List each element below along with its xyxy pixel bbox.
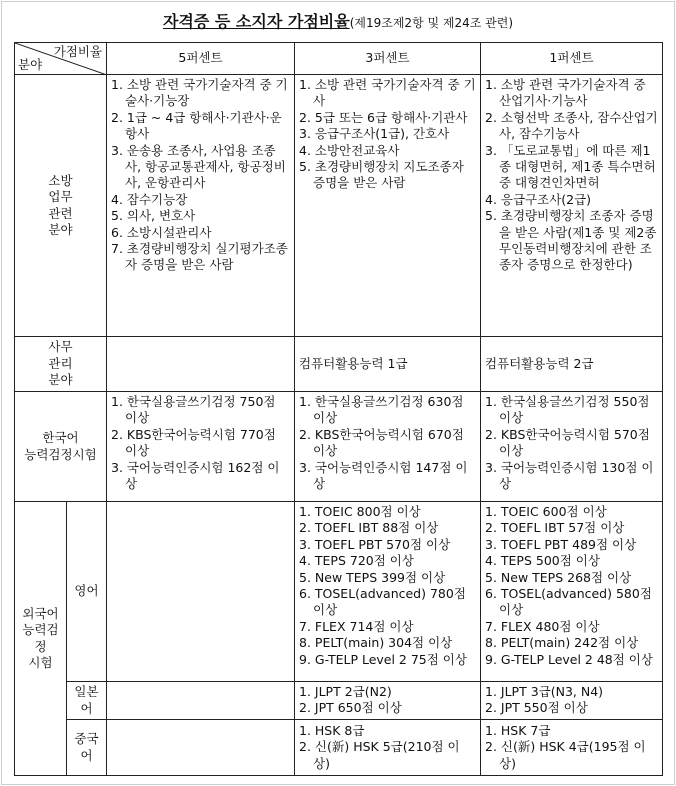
- list-item: 3. 국어능력인증시험 147점 이상: [299, 459, 468, 492]
- list-item: 1. JLPT 3급(N3, N4): [485, 684, 604, 699]
- category-fire-label: [17, 173, 104, 239]
- label-line: 정: [34, 638, 47, 654]
- label-line: 능력검정시험: [24, 446, 97, 462]
- list-item: 1. 소방 관련 국가기술자격 중 기술사·기능장: [111, 77, 288, 109]
- list-item: 5. New TEPS 268점 이상: [485, 569, 632, 585]
- label-line: 분야: [48, 372, 73, 388]
- list-item: 1. TOEIC 600점 이상: [485, 504, 607, 519]
- label-line: 관련: [48, 205, 73, 221]
- row-chinese: [15, 720, 663, 776]
- korean-3-percent: [295, 392, 481, 502]
- list-item: 4. 잠수기능장: [111, 191, 188, 207]
- list-item: 3. 국어능력인증시험 162점 이상: [111, 459, 280, 492]
- label-line: 업무: [48, 189, 73, 205]
- list-item: 2. 신(新) HSK 4급(195점 이상): [485, 739, 646, 771]
- label-line: 사무: [48, 339, 73, 355]
- english-1-percent: [481, 502, 663, 682]
- header-row: [15, 43, 663, 75]
- label-line: 어: [80, 747, 93, 763]
- list-item: 7. 초경량비행장치 실기평가조종자 증명을 받은 사람: [111, 241, 288, 273]
- list-item: 1. 한국실용글쓰기검정 630점 이상: [299, 394, 464, 426]
- corner-top-label: 가점비율: [53, 44, 102, 59]
- list-item: 6. TOSEL(advanced) 780점 이상: [299, 586, 466, 618]
- list-item: 2. TOEFL IBT 88점 이상: [299, 520, 439, 536]
- list-item: 6. 소방시설관리사: [111, 224, 212, 240]
- header-5-percent: 5퍼센트: [107, 43, 295, 75]
- subcategory-chinese-label: [69, 731, 104, 764]
- label-line: 분야: [48, 221, 73, 237]
- list-item: 5. 초경량비행장치 조종자 증명을 받은 사람(제1종 및 제2종 무인동력비행장치에 관한 조종자 증명으로 한정한다): [485, 208, 657, 273]
- office-3-percent: 컴퓨터활용능력 1급: [295, 337, 481, 392]
- list-item: 3. 「도로교통법」에 따른 제1종 대형면허, 제1종 특수면허 중 대형견인차면허: [485, 142, 656, 191]
- row-office: [15, 337, 663, 392]
- fire-1-percent: [481, 75, 663, 337]
- list-item: 3. 국어능력인증시험 130점 이상: [485, 459, 654, 492]
- subcategory-chinese: [67, 720, 107, 776]
- category-foreign: [15, 502, 67, 776]
- subcategory-japanese-label: [69, 684, 104, 717]
- list-item: 5. 초경량비행장치 지도조종자 증명을 받은 사람: [299, 159, 464, 191]
- row-japanese: [15, 682, 663, 720]
- chinese-3-percent: [295, 720, 481, 776]
- office-1-percent: 컴퓨터활용능력 2급: [481, 337, 663, 392]
- document-title: [0, 12, 676, 33]
- category-korean-label: [17, 430, 104, 463]
- office-5-percent: [107, 337, 295, 392]
- label-line: 외국어: [22, 605, 59, 621]
- list-item: 2. KBS한국어능력시험 770점 이상: [111, 426, 276, 459]
- japanese-3-percent: [295, 682, 481, 720]
- list-item: 2. JPT 550점 이상: [485, 700, 588, 716]
- label-line: 어: [80, 700, 93, 716]
- list-item: 3. TOEFL PBT 570점 이상: [299, 536, 451, 552]
- bonus-ratio-table: [14, 42, 663, 776]
- list-item: 2. 소형선박 조종사, 잠수산업기사, 잠수기능사: [485, 109, 658, 142]
- row-english: [15, 502, 663, 682]
- header-1-percent: 1퍼센트: [481, 43, 663, 75]
- list-item: 1. HSK 8급: [299, 722, 365, 738]
- row-fire-service: [15, 75, 663, 337]
- list-item: 4. TEPS 500점 이상: [485, 553, 600, 569]
- category-fire: [15, 75, 107, 337]
- category-foreign-label: [17, 606, 64, 672]
- list-item: 8. PELT(main) 304점 이상: [299, 635, 453, 651]
- label-line: 영어: [74, 583, 99, 599]
- category-korean: [15, 392, 107, 502]
- list-item: 7. FLEX 480점 이상: [485, 618, 600, 634]
- title-main: 자격증 등 소지자 가점비율: [162, 12, 350, 31]
- list-item: 3. 운송용 조종사, 사업용 조종사, 항공교통관제사, 항공정비사, 운항관리사: [111, 142, 286, 191]
- label-line: 중국: [74, 731, 99, 747]
- header-3-percent: 3퍼센트: [295, 43, 481, 75]
- list-item: 7. FLEX 714점 이상: [299, 618, 414, 634]
- list-item: 2. KBS한국어능력시험 670점 이상: [299, 426, 464, 459]
- list-item: 1. TOEIC 800점 이상: [299, 504, 421, 519]
- korean-1-percent: [481, 392, 663, 502]
- list-item: 5. 의사, 변호사: [111, 208, 196, 224]
- korean-5-percent: [107, 392, 295, 502]
- chinese-5-percent: [107, 720, 295, 776]
- row-korean: [15, 392, 663, 502]
- list-item: 9. G-TELP Level 2 48점 이상: [485, 651, 653, 667]
- list-item: 1. 소방 관련 국가기술자격 중 산업기사·기능사: [485, 77, 646, 109]
- list-item: 3. TOEFL PBT 489점 이상: [485, 536, 637, 552]
- subcategory-japanese: [67, 682, 107, 720]
- japanese-1-percent: [481, 682, 663, 720]
- list-item: 5. New TEPS 399점 이상: [299, 569, 446, 585]
- category-office: [15, 337, 107, 392]
- list-item: 1. 한국실용글쓰기검정 550점 이상: [485, 394, 650, 426]
- list-item: 1. JLPT 2급(N2): [299, 684, 392, 699]
- list-item: 4. 응급구조사(2급): [485, 191, 592, 207]
- list-item: 6. TOSEL(advanced) 580점 이상: [485, 586, 652, 618]
- fire-3-percent: [295, 75, 481, 337]
- list-item: 2. JPT 650점 이상: [299, 700, 402, 716]
- list-item: 1. 한국실용글쓰기검정 750점 이상: [111, 394, 276, 426]
- english-5-percent: [107, 502, 295, 682]
- subcategory-english: [67, 502, 107, 682]
- list-item: 2. KBS한국어능력시험 570점 이상: [485, 426, 650, 459]
- list-item: 8. PELT(main) 242점 이상: [485, 635, 639, 651]
- label-line: 한국어: [42, 430, 79, 446]
- title-sub: (제19조제2항 및 제24조 관련): [349, 16, 514, 30]
- label-line: 시험: [28, 654, 53, 670]
- category-office-label: [17, 339, 104, 388]
- list-item: 2. 신(新) HSK 5급(210점 이상): [299, 739, 460, 771]
- corner-bottom-label: 분야: [18, 56, 43, 72]
- list-item: 4. TEPS 720점 이상: [299, 553, 414, 569]
- subcategory-english-label: [69, 583, 104, 599]
- label-line: 일본: [74, 684, 99, 700]
- list-item: 1. 소방 관련 국가기술자격 중 기사: [299, 77, 476, 109]
- list-item: 9. G-TELP Level 2 75점 이상: [299, 651, 467, 667]
- fire-5-percent: [107, 75, 295, 337]
- header-corner: [15, 43, 107, 75]
- list-item: 2. 1급 ~ 4급 항해사·기관사·운항사: [111, 109, 282, 142]
- label-line: 소방: [48, 172, 73, 188]
- english-3-percent: [295, 502, 481, 682]
- list-item: 2. 5급 또는 6급 항해사·기관사: [299, 109, 468, 125]
- list-item: 2. TOEFL IBT 57점 이상: [485, 520, 625, 536]
- list-item: 1. HSK 7급: [485, 722, 551, 738]
- japanese-5-percent: [107, 682, 295, 720]
- label-line: 능력검: [22, 622, 59, 638]
- list-item: 4. 소방안전교육사: [299, 142, 400, 158]
- list-item: 3. 응급구조사(1급), 간호사: [299, 126, 450, 142]
- label-line: 관리: [48, 355, 73, 371]
- chinese-1-percent: [481, 720, 663, 776]
